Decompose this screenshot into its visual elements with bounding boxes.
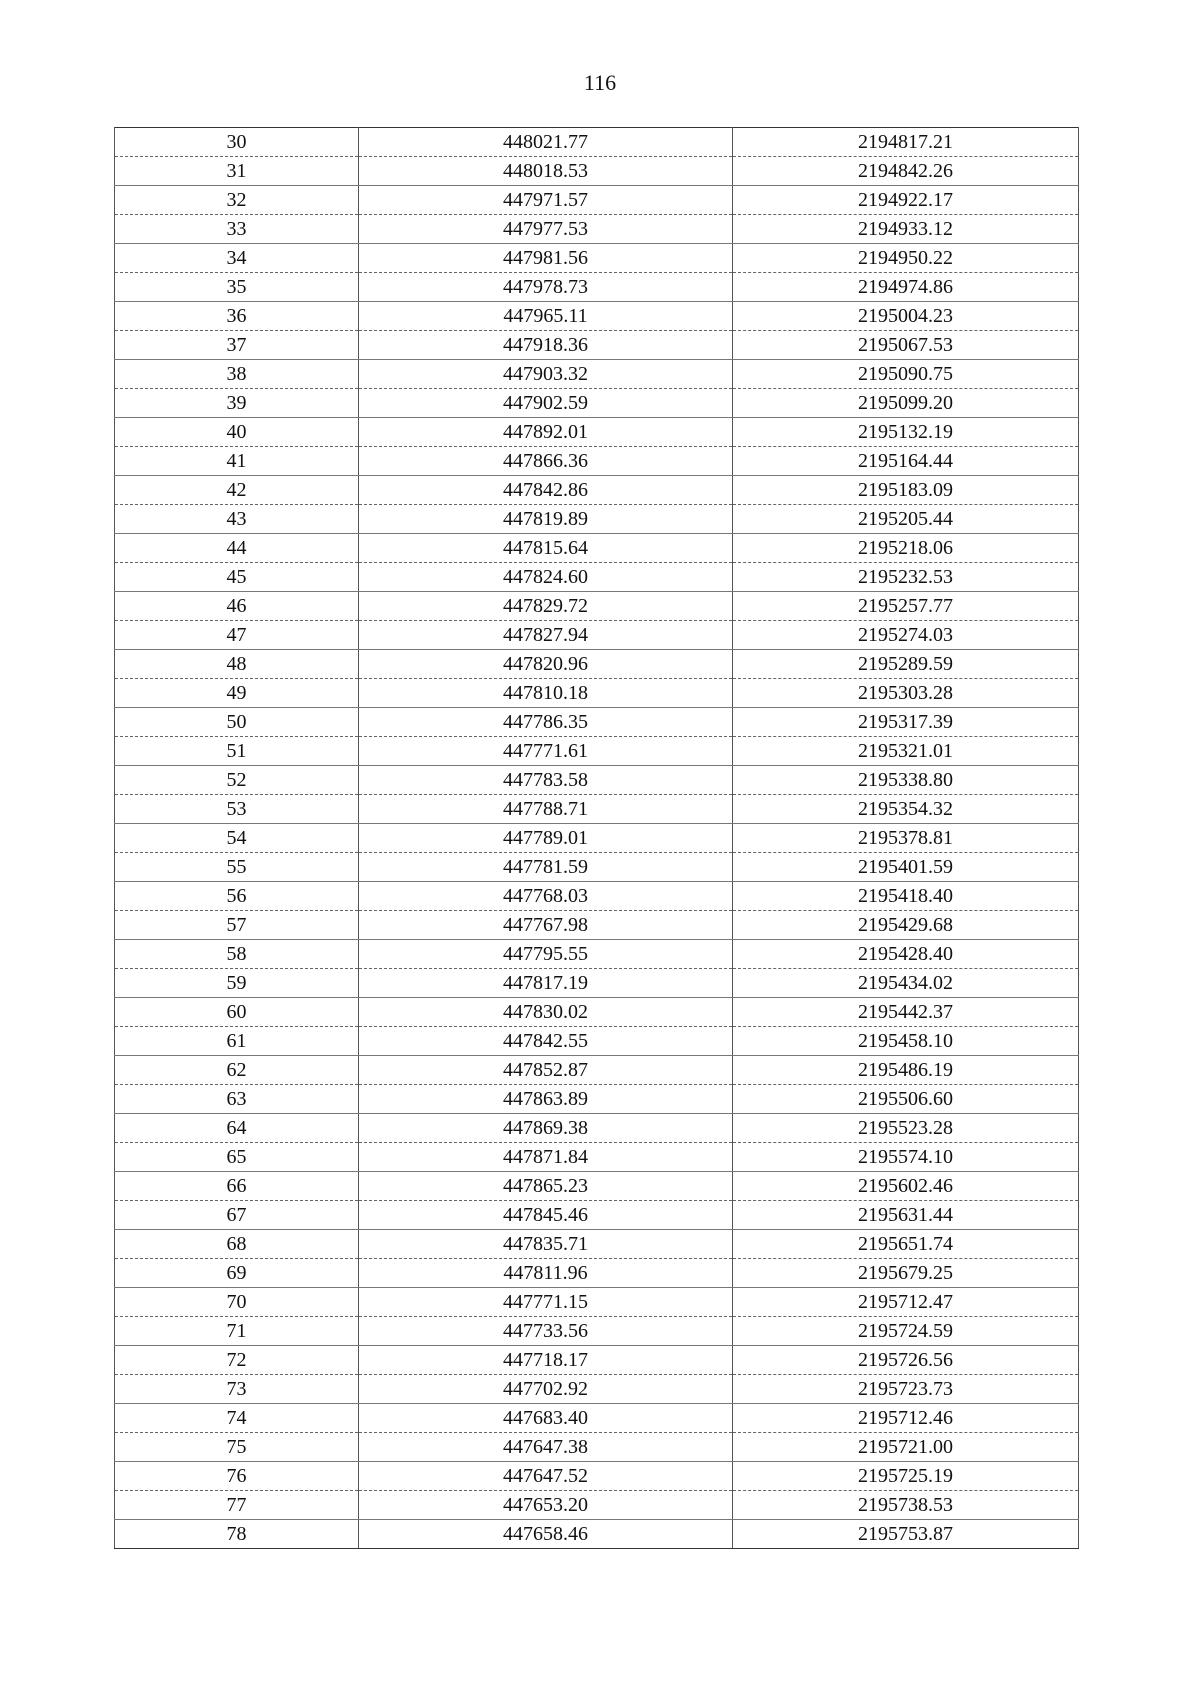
point-number-cell: 63 [115,1085,359,1114]
y-coordinate-cell: 2195338.80 [733,766,1079,795]
y-coordinate-cell: 2195067.53 [733,331,1079,360]
point-number-cell: 49 [115,679,359,708]
y-coordinate-cell: 2195725.19 [733,1462,1079,1491]
x-coordinate-cell: 447771.61 [359,737,733,766]
y-coordinate-cell: 2194950.22 [733,244,1079,273]
table-row [115,1520,1079,1549]
x-coordinate-cell: 447845.46 [359,1201,733,1230]
y-coordinate-cell: 2195429.68 [733,911,1079,940]
point-number-cell: 69 [115,1259,359,1288]
y-coordinate-cell: 2195418.40 [733,882,1079,911]
x-coordinate-cell: 447829.72 [359,592,733,621]
x-coordinate-cell: 447658.46 [359,1520,733,1549]
point-number-cell: 70 [115,1288,359,1317]
point-number-cell: 39 [115,389,359,418]
x-coordinate-cell: 447965.11 [359,302,733,331]
y-coordinate-cell: 2195442.37 [733,998,1079,1027]
table-row [115,1433,1079,1462]
x-coordinate-cell: 447977.53 [359,215,733,244]
table-row [115,128,1079,157]
table-row [115,1346,1079,1375]
table-row [115,1462,1079,1491]
y-coordinate-cell: 2195523.28 [733,1114,1079,1143]
point-number-cell: 31 [115,157,359,186]
table-row [115,1114,1079,1143]
point-number-cell: 35 [115,273,359,302]
x-coordinate-cell: 447718.17 [359,1346,733,1375]
point-number-cell: 64 [115,1114,359,1143]
y-coordinate-cell: 2195132.19 [733,418,1079,447]
y-coordinate-cell: 2195274.03 [733,621,1079,650]
y-coordinate-cell: 2195303.28 [733,679,1079,708]
table-row [115,1317,1079,1346]
y-coordinate-cell: 2194922.17 [733,186,1079,215]
x-coordinate-cell: 447842.55 [359,1027,733,1056]
x-coordinate-cell: 447830.02 [359,998,733,1027]
x-coordinate-cell: 447827.94 [359,621,733,650]
x-coordinate-cell: 448021.77 [359,128,733,157]
coordinates-table [114,127,1079,1549]
y-coordinate-cell: 2195726.56 [733,1346,1079,1375]
x-coordinate-cell: 447835.71 [359,1230,733,1259]
point-number-cell: 52 [115,766,359,795]
point-number-cell: 78 [115,1520,359,1549]
point-number-cell: 34 [115,244,359,273]
y-coordinate-cell: 2195506.60 [733,1085,1079,1114]
x-coordinate-cell: 447871.84 [359,1143,733,1172]
table-row [115,998,1079,1027]
y-coordinate-cell: 2195428.40 [733,940,1079,969]
table-row [115,824,1079,853]
point-number-cell: 46 [115,592,359,621]
x-coordinate-cell: 447771.15 [359,1288,733,1317]
table-row [115,360,1079,389]
page-number: 116 [583,70,617,95]
table-row [115,157,1079,186]
point-number-cell: 68 [115,1230,359,1259]
point-number-cell: 51 [115,737,359,766]
table-row [115,331,1079,360]
y-coordinate-cell: 2195354.32 [733,795,1079,824]
y-coordinate-cell: 2195232.53 [733,563,1079,592]
point-number-cell: 47 [115,621,359,650]
table-row [115,1375,1079,1404]
y-coordinate-cell: 2195321.01 [733,737,1079,766]
point-number-cell: 66 [115,1172,359,1201]
table-row [115,592,1079,621]
y-coordinate-cell: 2195004.23 [733,302,1079,331]
table-row [115,1056,1079,1085]
point-number-cell: 40 [115,418,359,447]
table-row [115,882,1079,911]
x-coordinate-cell: 447865.23 [359,1172,733,1201]
x-coordinate-cell: 447733.56 [359,1317,733,1346]
x-coordinate-cell: 447786.35 [359,708,733,737]
x-coordinate-cell: 447788.71 [359,795,733,824]
y-coordinate-cell: 2195631.44 [733,1201,1079,1230]
x-coordinate-cell: 447918.36 [359,331,733,360]
point-number-cell: 53 [115,795,359,824]
table-row [115,186,1079,215]
table-row [115,1201,1079,1230]
point-number-cell: 71 [115,1317,359,1346]
y-coordinate-cell: 2195164.44 [733,447,1079,476]
table-row [115,1288,1079,1317]
point-number-cell: 42 [115,476,359,505]
table-row [115,1172,1079,1201]
y-coordinate-cell: 2194974.86 [733,273,1079,302]
x-coordinate-cell: 447863.89 [359,1085,733,1114]
point-number-cell: 76 [115,1462,359,1491]
point-number-cell: 73 [115,1375,359,1404]
x-coordinate-cell: 447819.89 [359,505,733,534]
table-row [115,273,1079,302]
x-coordinate-cell: 447824.60 [359,563,733,592]
table-row [115,215,1079,244]
x-coordinate-cell: 447647.38 [359,1433,733,1462]
x-coordinate-cell: 447903.32 [359,360,733,389]
x-coordinate-cell: 447852.87 [359,1056,733,1085]
point-number-cell: 60 [115,998,359,1027]
point-number-cell: 43 [115,505,359,534]
point-number-cell: 37 [115,331,359,360]
table-row [115,1143,1079,1172]
x-coordinate-cell: 447978.73 [359,273,733,302]
point-number-cell: 58 [115,940,359,969]
table-row [115,447,1079,476]
y-coordinate-cell: 2195434.02 [733,969,1079,998]
x-coordinate-cell: 447971.57 [359,186,733,215]
x-coordinate-cell: 447869.38 [359,1114,733,1143]
x-coordinate-cell: 447789.01 [359,824,733,853]
x-coordinate-cell: 447892.01 [359,418,733,447]
table-row [115,1404,1079,1433]
table-row [115,940,1079,969]
y-coordinate-cell: 2195218.06 [733,534,1079,563]
x-coordinate-cell: 447811.96 [359,1259,733,1288]
table-row [115,766,1079,795]
y-coordinate-cell: 2195753.87 [733,1520,1079,1549]
y-coordinate-cell: 2195458.10 [733,1027,1079,1056]
table-row [115,563,1079,592]
x-coordinate-cell: 447781.59 [359,853,733,882]
point-number-cell: 74 [115,1404,359,1433]
y-coordinate-cell: 2195289.59 [733,650,1079,679]
table-row [115,1027,1079,1056]
point-number-cell: 36 [115,302,359,331]
y-coordinate-cell: 2195679.25 [733,1259,1079,1288]
point-number-cell: 59 [115,969,359,998]
point-number-cell: 33 [115,215,359,244]
table-row [115,708,1079,737]
table-row [115,476,1079,505]
x-coordinate-cell: 447820.96 [359,650,733,679]
table-row [115,1259,1079,1288]
point-number-cell: 45 [115,563,359,592]
table-row [115,1491,1079,1520]
table-row [115,737,1079,766]
x-coordinate-cell: 447702.92 [359,1375,733,1404]
y-coordinate-cell: 2195651.74 [733,1230,1079,1259]
point-number-cell: 32 [115,186,359,215]
table-row [115,621,1079,650]
y-coordinate-cell: 2195721.00 [733,1433,1079,1462]
y-coordinate-cell: 2194933.12 [733,215,1079,244]
coordinates-table-body [115,128,1079,1549]
y-coordinate-cell: 2195401.59 [733,853,1079,882]
y-coordinate-cell: 2195724.59 [733,1317,1079,1346]
table-row [115,795,1079,824]
point-number-cell: 48 [115,650,359,679]
table-row [115,911,1079,940]
y-coordinate-cell: 2195205.44 [733,505,1079,534]
x-coordinate-cell: 447647.52 [359,1462,733,1491]
x-coordinate-cell: 447810.18 [359,679,733,708]
table-row [115,969,1079,998]
y-coordinate-cell: 2195378.81 [733,824,1079,853]
y-coordinate-cell: 2195486.19 [733,1056,1079,1085]
point-number-cell: 56 [115,882,359,911]
table-row [115,853,1079,882]
point-number-cell: 67 [115,1201,359,1230]
point-number-cell: 77 [115,1491,359,1520]
table-row [115,505,1079,534]
point-number-cell: 55 [115,853,359,882]
table-row [115,244,1079,273]
x-coordinate-cell: 447768.03 [359,882,733,911]
x-coordinate-cell: 447902.59 [359,389,733,418]
y-coordinate-cell: 2194842.26 [733,157,1079,186]
y-coordinate-cell: 2195183.09 [733,476,1079,505]
y-coordinate-cell: 2195574.10 [733,1143,1079,1172]
table-row [115,679,1079,708]
table-row [115,418,1079,447]
point-number-cell: 57 [115,911,359,940]
table-row [115,650,1079,679]
y-coordinate-cell: 2195317.39 [733,708,1079,737]
x-coordinate-cell: 447767.98 [359,911,733,940]
point-number-cell: 41 [115,447,359,476]
y-coordinate-cell: 2195257.77 [733,592,1079,621]
y-coordinate-cell: 2195099.20 [733,389,1079,418]
table-row [115,1230,1079,1259]
x-coordinate-cell: 447981.56 [359,244,733,273]
point-number-cell: 30 [115,128,359,157]
point-number-cell: 62 [115,1056,359,1085]
x-coordinate-cell: 447783.58 [359,766,733,795]
x-coordinate-cell: 447795.55 [359,940,733,969]
y-coordinate-cell: 2195738.53 [733,1491,1079,1520]
y-coordinate-cell: 2194817.21 [733,128,1079,157]
point-number-cell: 54 [115,824,359,853]
point-number-cell: 65 [115,1143,359,1172]
point-number-cell: 75 [115,1433,359,1462]
point-number-cell: 44 [115,534,359,563]
x-coordinate-cell: 447866.36 [359,447,733,476]
table-row [115,534,1079,563]
x-coordinate-cell: 447842.86 [359,476,733,505]
x-coordinate-cell: 447817.19 [359,969,733,998]
table-row [115,302,1079,331]
point-number-cell: 38 [115,360,359,389]
y-coordinate-cell: 2195602.46 [733,1172,1079,1201]
y-coordinate-cell: 2195723.73 [733,1375,1079,1404]
x-coordinate-cell: 447683.40 [359,1404,733,1433]
y-coordinate-cell: 2195712.46 [733,1404,1079,1433]
point-number-cell: 50 [115,708,359,737]
table-row [115,389,1079,418]
y-coordinate-cell: 2195090.75 [733,360,1079,389]
point-number-cell: 72 [115,1346,359,1375]
y-coordinate-cell: 2195712.47 [733,1288,1079,1317]
table-row [115,1085,1079,1114]
x-coordinate-cell: 447815.64 [359,534,733,563]
x-coordinate-cell: 447653.20 [359,1491,733,1520]
point-number-cell: 61 [115,1027,359,1056]
x-coordinate-cell: 448018.53 [359,157,733,186]
